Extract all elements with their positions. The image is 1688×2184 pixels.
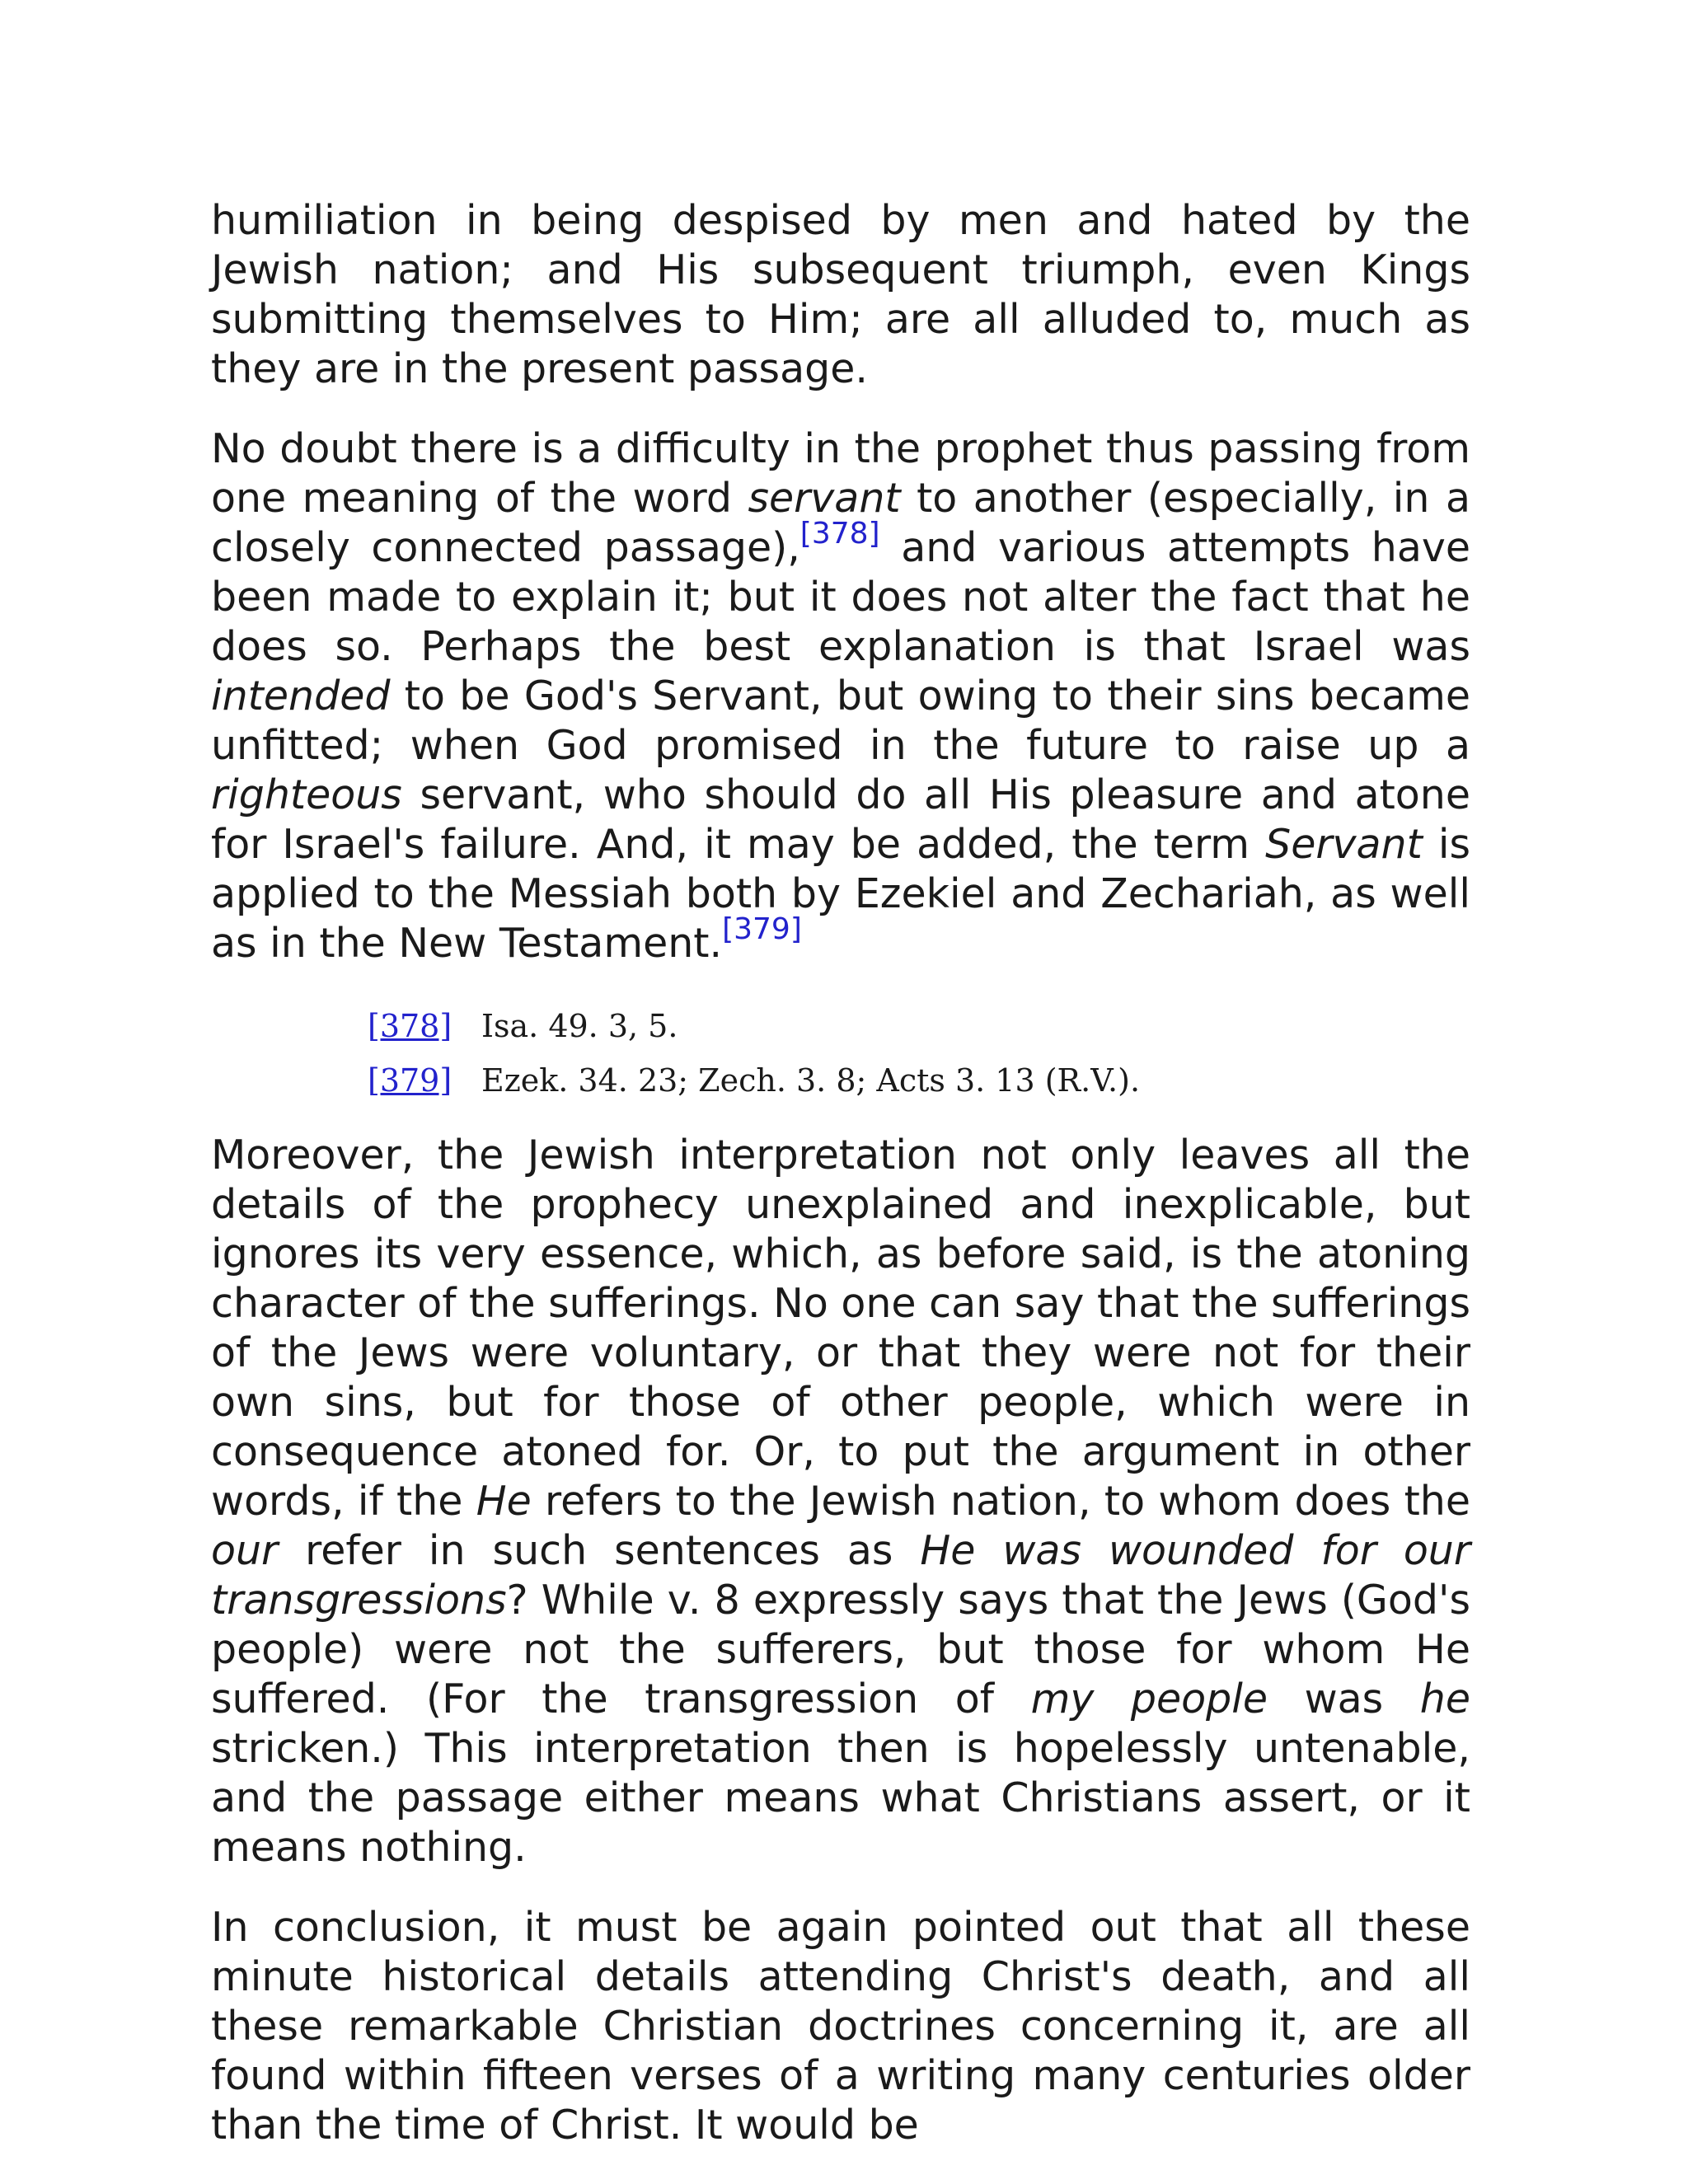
italic-quote: He was wounded for our transgressions [211, 1527, 1470, 1624]
text-run: was [1268, 1675, 1420, 1722]
paragraph-servant-difficulty [211, 424, 1470, 968]
text-run: servant, who should do all His pleasure and atone for Israel's failure. And, it may be added, the term [211, 771, 1470, 868]
footnote-379 [368, 1053, 1470, 1108]
footnote-text: Ezek. 34. 23; Zech. 3. 8; Acts 3. 13 (R.V.). [481, 1062, 1141, 1099]
page-body [211, 196, 1470, 2181]
italic-servant-term: Servant [1265, 821, 1423, 868]
text-run: No doubt there is a difficulty in the prophet thus passing from one meaning of the word [211, 425, 1470, 522]
italic-servant: servant [748, 475, 901, 522]
paragraph-text: In conclusion, it must be again pointed out that all these minute historical details attending Christ's death, and all these remarkable Christian doctrines concerning it, are all found within fifteen verses of a writing many centuries older than the time of Christ. It would be [211, 1904, 1470, 2149]
footnotes [211, 999, 1470, 1108]
footnote-backlink-378[interactable]: [378] [368, 1008, 452, 1044]
italic-intended: intended [211, 673, 391, 719]
text-run: refer in such sentences as [278, 1527, 921, 1574]
text-run: to another (especially, in a closely connected passage), [211, 475, 1470, 571]
footnote-ref-378[interactable]: [378] [799, 517, 880, 551]
italic-he-lower: he [1419, 1675, 1470, 1722]
footnote-backlink-379[interactable]: [379] [368, 1062, 452, 1099]
text-run: stricken.) This interpretation then is hopelessly untenable, and the passage either means what Christians assert, or it means nothing. [211, 1725, 1470, 1871]
text-run: Moreover, the Jewish interpretation not only leaves all the details of the prophecy unexplained and inexplicable, but ignores its very essence, which, as before said, is the atoning character of the sufferings. No one can say that the sufferings of the Jews were voluntary, or that they were not for their own sins, but for those of other people, which were in consequence atoned for. Or, to put the argument in other words, if the [211, 1132, 1470, 1525]
paragraph-conclusion [211, 1903, 1470, 2150]
italic-my-people: my people [1030, 1675, 1268, 1722]
paragraph-humiliation [211, 196, 1470, 394]
text-run: refers to the Jewish nation, to whom does the [531, 1478, 1470, 1525]
footnote-378 [368, 999, 1470, 1053]
text-run: to be God's Servant, but owing to their sins became unfitted; when God promised in the future to raise up a [211, 673, 1470, 769]
italic-our: our [211, 1527, 279, 1574]
italic-he: He [476, 1478, 532, 1525]
text-run: ? While v. 8 expressly says that the Jews (God's people) were not the sufferers, but those for whom He suffered. (For the transgression of [211, 1577, 1470, 1722]
text-run: is applied to the Messiah both by Ezekiel and Zechariah, as well as in the New Testament. [211, 821, 1470, 967]
italic-righteous: righteous [211, 771, 402, 818]
paragraph-jewish-interpretation [211, 1131, 1470, 1872]
paragraph-text: humiliation in being despised by men and hated by the Jewish nation; and His subsequent triumph, even Kings submitting themselves to Him; are all alluded to, much as they are in the present passage. [211, 197, 1470, 392]
text-run: and various attempts have been made to explain it; but it does not alter the fact that he does so. Perhaps the best explanation is that Israel was [211, 524, 1470, 670]
footnote-text: Isa. 49. 3, 5. [481, 1008, 678, 1044]
footnote-ref-379[interactable]: [379] [722, 912, 802, 946]
